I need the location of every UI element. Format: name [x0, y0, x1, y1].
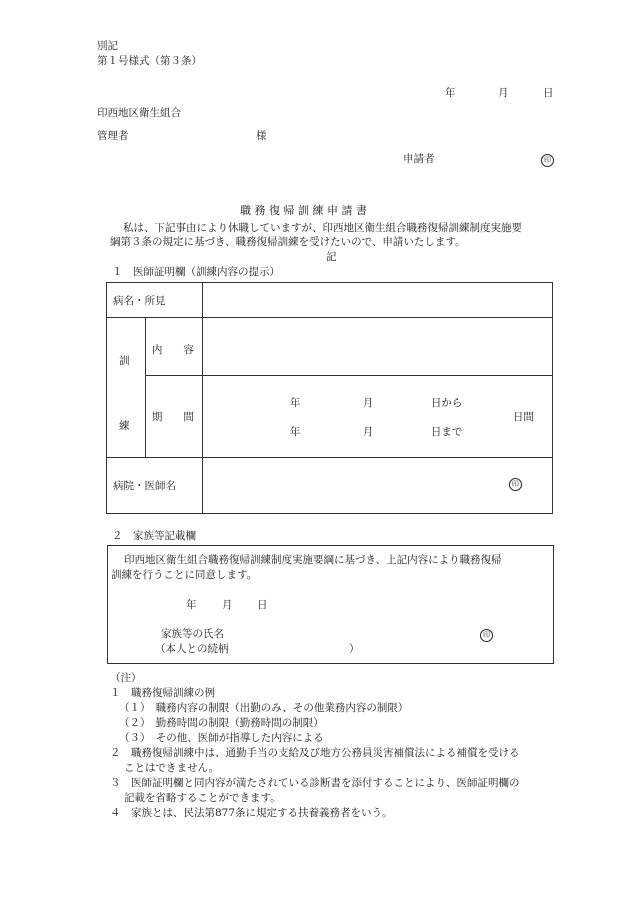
applicant-label: 申請者 [403, 153, 435, 165]
to-year: 年 [289, 426, 301, 438]
relation-close: ） [349, 643, 360, 655]
training-label-cell [107, 318, 146, 458]
family-name-label: 家族等の氏名 [161, 628, 224, 640]
note-2-line-1: ２ 職務復帰訓練中は、通勤手当の支給及び地方公務員災害補償法による補償を受ける [110, 747, 520, 759]
to-day: 日まで [430, 426, 463, 438]
content-label: 内 容 [145, 318, 202, 376]
consent-line-2: 訓練を行うことに同意します。 [111, 569, 258, 581]
seal-icon: 印 [541, 154, 554, 167]
period-field[interactable] [202, 376, 552, 458]
addressee-org: 印西地区衛生組合 [97, 107, 181, 119]
training-kun: 訓 [119, 355, 130, 367]
note-2-line-2: ことはできません。 [124, 762, 220, 774]
from-day: 日から [430, 397, 463, 409]
form-number: 第１号様式（第３条） [97, 55, 202, 67]
family-consent-box [107, 545, 554, 664]
note-1-1: （１） 職務内容の制限（出勤のみ、その他業務内容の制限） [119, 702, 409, 714]
disease-field[interactable] [202, 283, 552, 318]
intro-line-1: 私は、下記事由により休職していますが、印西地区衛生組合職務復帰訓練制度実施要 [123, 222, 522, 234]
consent-year: 年 [186, 599, 197, 611]
training-ren: 練 [119, 420, 130, 432]
honorific: 様 [256, 130, 267, 142]
disease-label: 病名・所見 [107, 283, 203, 318]
note-3-line-1: ３ 医師証明欄と同内容が満たされている診断書を添付することにより、医師証明欄の [110, 777, 520, 789]
note-3-line-2: 記載を省略することができます。 [124, 792, 281, 804]
addressee-title: 管理者 [97, 130, 129, 142]
family-seal-icon: 印 [480, 629, 493, 642]
period-label: 期 間 [145, 376, 202, 458]
consent-line-1: 印西地区衛生組合職務復帰訓練制度実施要綱に基づき、上記内容により職務復帰 [124, 554, 502, 566]
from-year: 年 [289, 397, 301, 409]
hospital-label: 病院・医師名 [107, 458, 203, 514]
consent-day: 日 [257, 599, 268, 611]
note-1-3: （３） その他、医師が指導した内容による [119, 732, 324, 744]
notes-heading: （注） [110, 672, 142, 684]
consent-month: 月 [222, 599, 233, 611]
doctor-seal-icon: 印 [509, 478, 522, 491]
intro-line-2: 綱第３条の規定に基づき、職務復帰訓練を受けたいので、申請いたします。 [110, 236, 466, 248]
date-year-label: 年 [445, 87, 456, 99]
ki-label: 記 [326, 251, 337, 263]
section2-heading: ２ 家族等記載欄 [112, 530, 196, 542]
document-title: 職 務 復 帰 訓 練 申 請 書 [240, 204, 367, 217]
section1-heading: １ 医師証明欄（訓練内容の提示） [112, 266, 280, 278]
note-4: ４ 家族とは、民法第877条に規定する扶養義務者をいう。 [110, 807, 393, 819]
date-day-label: 日 [543, 87, 554, 99]
note-1-2: （２） 勤務時間の制限（勤務時間の制限） [119, 717, 324, 729]
doctor-certificate-table [106, 282, 553, 514]
days-label: 日間 [512, 411, 534, 423]
relation-open: （本人との続柄 [155, 643, 229, 655]
from-month: 月 [362, 397, 374, 409]
bekki-label: 別記 [97, 40, 118, 52]
content-field[interactable] [202, 318, 552, 376]
date-month-label: 月 [498, 87, 509, 99]
note-1: １ 職務復帰訓練の例 [110, 687, 215, 699]
hospital-field[interactable] [202, 458, 552, 514]
to-month: 月 [362, 426, 374, 438]
